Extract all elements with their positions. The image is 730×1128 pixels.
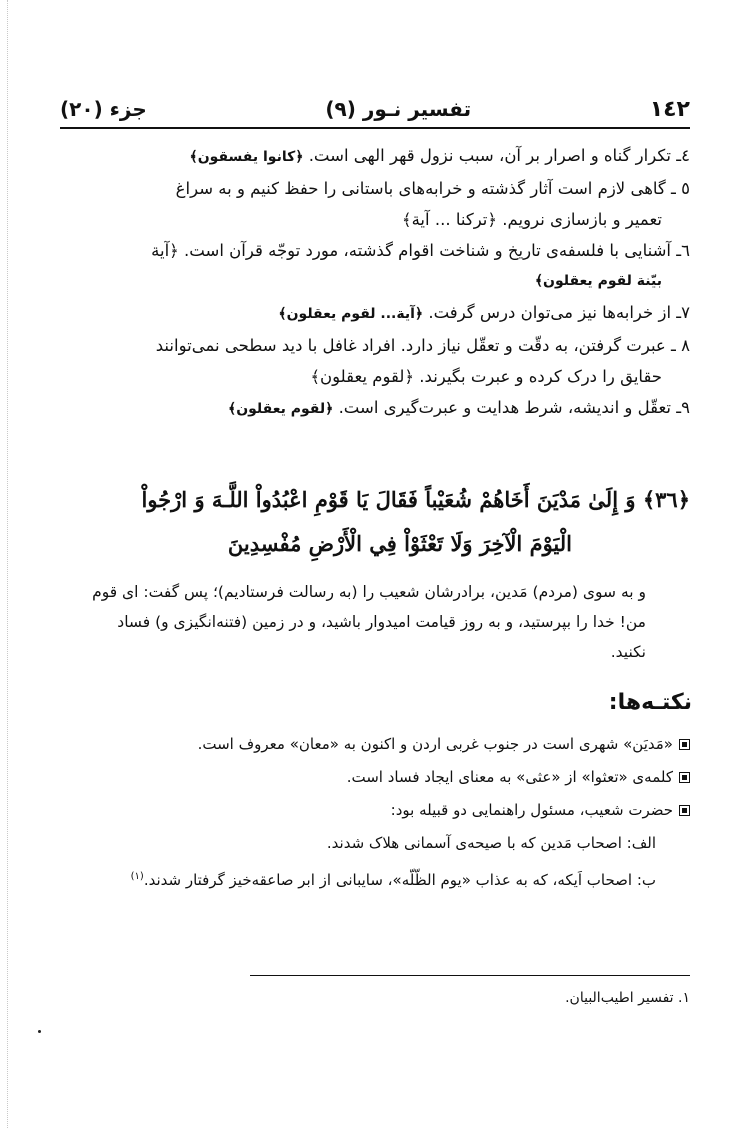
footnote-reference[interactable]: (١) xyxy=(130,871,144,882)
lesson-text: از خرابه‌ها نیز می‌توان درس گرفت. xyxy=(428,303,672,322)
scan-speck xyxy=(38,1030,41,1033)
part-label: جزء (٢٠) xyxy=(60,97,147,121)
running-header xyxy=(60,94,690,124)
book-title: تفسیر نـور (٩) xyxy=(325,97,472,121)
square-bullet-icon xyxy=(679,805,690,816)
lesson-number: ٦ـ xyxy=(676,241,690,260)
square-bullet-icon xyxy=(679,739,690,750)
lesson-continuation: تعمیر و بازسازی نرویم. ﴿تركنا ... آية﴾ xyxy=(401,210,662,229)
page-number: ١٤٢ xyxy=(649,96,690,122)
lesson-number: ٧ـ xyxy=(676,303,690,322)
note-item xyxy=(90,794,690,827)
note-item xyxy=(90,761,690,794)
notes-list xyxy=(90,728,690,897)
note-subitem: الف: اصحاب مَدین که با صیحه‌ی آسمانی هلاک شدند. xyxy=(326,834,656,852)
lesson-item xyxy=(62,297,690,330)
square-bullet-icon xyxy=(679,772,690,783)
lesson-quote: ﴿لقوم يعقلون﴾ xyxy=(227,401,334,417)
lesson-text: عبرت گرفتن، به دقّت و تعقّل نیاز دارد. افراد غافل با دید سطحی نمی‌توانند xyxy=(155,336,666,355)
note-subitem-text: ب: اصحاب اَیکه، که به عذاب «یوم الظّلّه»، سایبانی از ابر صاعقه‌خیز گرفتار شدند. xyxy=(143,871,656,889)
note-text: کلمه‌ی «تعثوا» از «عثی» به معنای ایجاد فساد است. xyxy=(346,768,673,786)
lesson-quote: ﴿آية... لقوم يعقلون﴾ xyxy=(278,306,424,322)
footnote-rule xyxy=(250,975,690,976)
lessons-list xyxy=(62,140,690,425)
lesson-text: تکرار گناه و اصرار بر آن، سبب نزول قهر الهی است. xyxy=(308,146,672,165)
footnote: ١. تفسیر اطیب‌البیان. xyxy=(565,990,690,1006)
note-text: «مَدیَن» شهری است در جنوب غربی اردن و اکنون به «معان» معروف است. xyxy=(197,735,673,753)
lesson-item xyxy=(62,330,690,392)
lesson-number: ٤ـ xyxy=(676,146,690,165)
lesson-quote: ﴿كانوا يفسقون﴾ xyxy=(189,149,304,165)
verse-line-2: الْيَوْمَ الْآخِرَ وَلَا تَعْثَوْاْ فِي الْأَرْضِ مُفْسِدِينَ xyxy=(227,531,572,556)
notes-heading: نکتـه‌ها: xyxy=(608,690,692,715)
lesson-number: ٥ ـ xyxy=(671,179,690,198)
lesson-text: آشنایی با فلسفه‌ی تاریخ و شناخت اقوام گذشته، مورد توجّه قرآن است. ﴿آية xyxy=(151,241,672,260)
lesson-continuation: حقایق را درک کرده و عبرت بگیرند. ﴿لقوم يعقلون﴾ xyxy=(310,367,662,386)
verse-number: ﴿٣٦﴾ xyxy=(642,487,690,512)
lesson-item xyxy=(62,392,690,425)
lesson-number: ٨ ـ xyxy=(671,336,690,355)
lesson-item xyxy=(62,235,690,297)
note-item xyxy=(90,728,690,761)
lesson-text: تعقّل و اندیشه، شرط هدایت و عبرت‌گیری است. xyxy=(338,398,672,417)
lesson-item xyxy=(62,140,690,173)
note-subitem xyxy=(90,860,690,897)
verse-translation: و به سوی (مردم) مَدین، برادرشان شعیب را (به رسالت فرستادیم)؛ پس گفت: ای قوم من! خدا را بپرستید، و به روز قیامت امیدوار باشید، و در زمین (فتنه‌انگیزی و) فساد نکنید. xyxy=(92,583,646,661)
header-rule xyxy=(60,127,690,129)
lesson-text: گاهی لازم است آثار گذشته و خرابه‌های باستانی را حفظ کنیم و به سراغ xyxy=(175,179,666,198)
binding-edge xyxy=(7,0,9,1128)
lesson-continuation: بيّنة لقوم يعقلون﴾ xyxy=(534,273,662,289)
verse-line-1: وَ إِلَىٰ مَدْيَنَ أَخَاهُمْ شُعَيْباً فَقَالَ يَا قَوْمِ اعْبُدُواْ اللَّـهَ وَ ارْجُواْ xyxy=(141,487,636,512)
lesson-number: ٩ـ xyxy=(676,398,690,417)
quran-verse xyxy=(70,478,690,566)
lesson-item xyxy=(62,173,690,235)
note-text: حضرت شعیب، مسئول راهنمایی دو قبیله بود: xyxy=(390,801,673,819)
